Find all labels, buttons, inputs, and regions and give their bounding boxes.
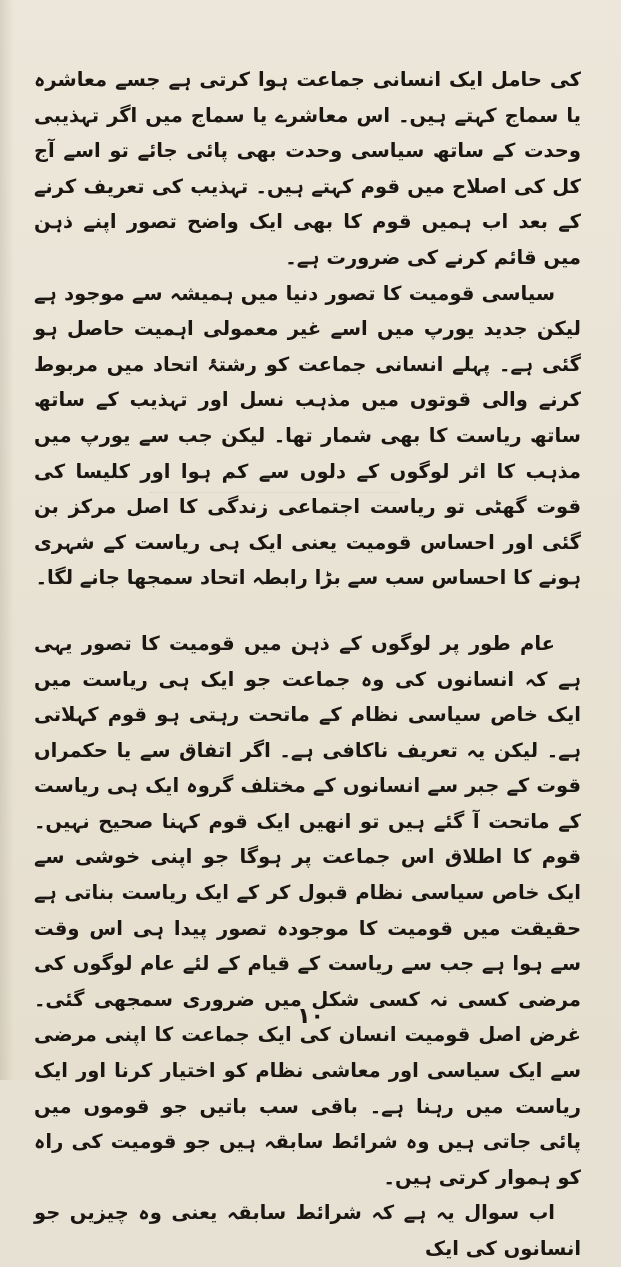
page-number: ۱۰ bbox=[297, 1004, 324, 1029]
paragraph-1: کی حامل ایک انسانی جماعت ہوا کرتی ہے جسے معاشرہ یا سماج کہتے ہیں۔ اس معاشرے یا سماج میں اگر تہذیبی وحدت کے ساتھ سیاسی وحدت بھی پائی جائے تو اسے آج کل کی اصلاح میں قوم کہتے ہیں۔ تہذیب کی تعریف کرنے کے بعد اب ہمیں قوم کا بھی ایک واضح تصور اپنے ذہن میں قائم کرنے کی ضرورت ہے۔ bbox=[34, 68, 581, 269]
paragraph-4: اب سوال یہ ہے کہ شرائط سابقہ یعنی وہ چیزیں جو انسانوں کی ایک bbox=[34, 1201, 581, 1260]
paragraph-3: عام طور پر لوگوں کے ذہن میں قومیت کا تصور یہی ہے کہ انسانوں کی وہ جماعت جو ایک ہی ریاست میں ایک خاص سیاسی نظام کے ماتحت رہتی ہو قوم کہلاتی ہے۔ لیکن یہ تعریف ناکافی ہے۔ اگر اتفاق سے یا حکمراں قوت کے جبر سے انسانوں کے مختلف گروہ ایک ہی ریاست کے ماتحت آ گئے ہیں تو انھیں ایک قوم کہنا صحیح نہیں۔ قوم کا اطلاق اس جماعت پر ہوگا جو اپنی خوشی سے ایک خاص سیاسی نظام قبول کر کے ایک ریاست بناتی ہے حقیقت میں قومیت کا موجودہ تصور پیدا ہی اس وقت سے ہوا ہے جب سے ریاست کے قیام کے لئے عام لوگوں کی مرضی کسی نہ کسی شکل میں ضروری سمجھی گئی۔ غرض اصل قومیت انسان کی ایک جماعت کا اپنی مرضی سے ایک سیاسی اور معاشی نظام کو اختیار کرنا اور ایک ریاست میں رہنا ہے۔ باقی سب باتیں جو قوموں میں پائی جاتی ہیں وہ شرائط سابقہ ہیں جو قومیت کی راہ کو ہموار کرتی ہیں۔ bbox=[34, 631, 581, 1189]
body-text bbox=[34, 62, 581, 1267]
show-through-trace bbox=[150, 492, 400, 507]
paragraph-2: سیاسی قومیت کا تصور دنیا میں ہمیشہ سے موجود ہے لیکن جدید یورپ میں اسے غیر معمولی اہمیت حاصل ہو گئی ہے۔ پہلے انسانی جماعت کو رشتۂ اتحاد میں مربوط کرنے والی قوتوں میں مذہب نسل اور تہذیب کے ساتھ ساتھ ریاست کا بھی شمار تھا۔ لیکن جب سے یورپ میں مذہب کا اثر لوگوں کے دلوں سے کم ہوا اور کلیسا کی قوت گھٹی تو ریاست اجتماعی زندگی کا اصل مرکز بن گئی اور احساس قومیت یعنی ایک ہی ریاست کے شہری ہونے کا احساس سب سے بڑا رابطہ اتحاد سمجھا جانے لگا۔ bbox=[34, 281, 581, 590]
